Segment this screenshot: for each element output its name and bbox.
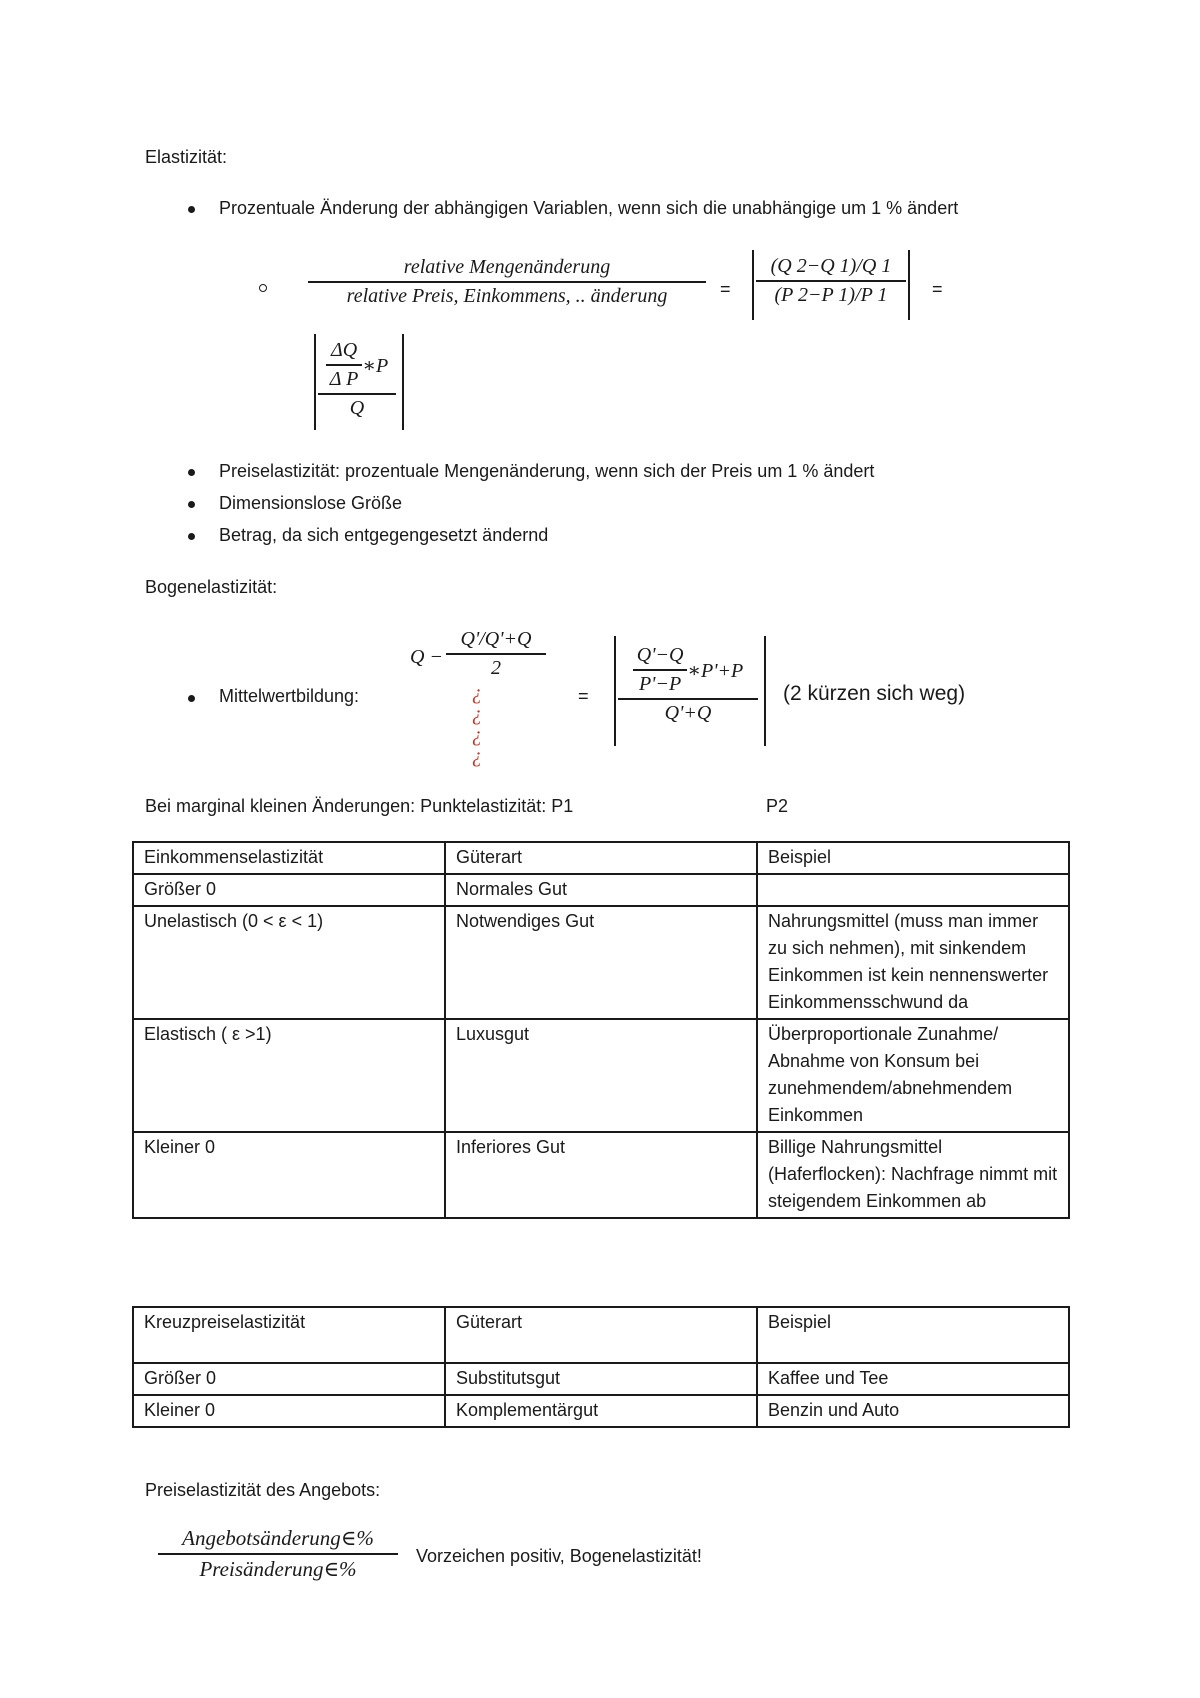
fraction-bar	[158, 1553, 398, 1555]
mean-label: Mittelwertbildung:	[219, 686, 360, 706]
table-cell	[133, 1132, 445, 1218]
cell-text: Unelastisch (0 < ε < 1)	[144, 911, 324, 931]
table-cell	[133, 1395, 445, 1427]
table-row	[133, 1019, 1069, 1132]
cell-text: Benzin und Auto	[768, 1400, 900, 1420]
fraction-bar	[446, 653, 546, 655]
ratio-numerator: (Q 2−Q 1)/Q 1	[770, 255, 892, 277]
cell-text: Luxusgut	[456, 1024, 530, 1044]
delta-numerator	[322, 339, 392, 391]
cell-text: Kaffee und Tee	[768, 1368, 889, 1388]
cell-text: Größer 0	[144, 1368, 217, 1388]
table-cell	[445, 1363, 757, 1395]
header-text: Güterart	[456, 1312, 523, 1332]
cell-text: Kleiner 0	[144, 1400, 216, 1420]
garbled-glyph: ¿	[472, 703, 482, 725]
mean-right-q: Q'−Q	[636, 644, 684, 666]
table-cell	[445, 1132, 757, 1218]
table-cell	[445, 1019, 757, 1132]
mean-left-fraction	[446, 628, 546, 680]
bullet-dot	[188, 695, 195, 702]
mean-right-inner-fraction	[633, 644, 688, 696]
cell-text: Elastisch ( ε >1)	[144, 1024, 272, 1044]
header-text: Kreuzpreiselastizität	[144, 1312, 306, 1332]
bullet-dot	[188, 206, 195, 213]
table-header-cell	[133, 1307, 445, 1363]
ratio-fraction	[756, 255, 906, 307]
supply-numerator: Angebotsänderung∈%	[182, 1526, 374, 1550]
fraction-numerator: relative Mengenänderung	[403, 256, 611, 278]
mean-left-prefix: Q −	[410, 646, 443, 668]
bullet-dot	[188, 533, 195, 540]
bullet-text-change: Prozentuale Änderung der abhängigen Variablen, wenn sich die unabhängige um 1 % ändert	[219, 198, 959, 218]
supply-fraction	[158, 1526, 398, 1582]
delta-inner-fraction	[326, 339, 363, 391]
marginal-text: Bei marginal kleinen Änderungen: Punktelastizität: P1	[145, 796, 574, 816]
bullet-dot	[188, 501, 195, 508]
bullet-dot	[188, 469, 195, 476]
heading-supply-elasticity: Preiselastizität des Angebots:	[145, 1480, 381, 1500]
equals-sign: =	[578, 686, 589, 706]
mean-left-numerator: Q'/Q'+Q	[460, 628, 532, 650]
table-cell	[133, 1019, 445, 1132]
header-text: Beispiel	[768, 847, 832, 867]
cell-text: Notwendiges Gut	[456, 911, 595, 931]
heading-arc-elasticity: Bogenelastizität:	[145, 577, 278, 597]
bullet-text-dimensionless: Dimensionslose Größe	[219, 493, 403, 513]
table-header-cell	[757, 1307, 1069, 1363]
income-elasticity-table	[132, 841, 1070, 1219]
times-p: ∗P	[362, 354, 389, 377]
supply-note: Vorzeichen positiv, Bogenelastizität!	[416, 1546, 702, 1566]
table-cell	[757, 906, 1069, 1019]
garbled-glyph: ¿	[472, 745, 482, 767]
header-text: Beispiel	[768, 1312, 832, 1332]
sub-bullet-circle	[259, 284, 267, 292]
garbled-glyph: ¿	[472, 724, 482, 746]
header-text: Güterart	[456, 847, 523, 867]
table-cell	[133, 1363, 445, 1395]
table-row	[133, 1132, 1069, 1218]
mean-right-numerator	[629, 644, 747, 696]
delta-q: ΔQ	[331, 339, 358, 361]
garbled-glyph: ¿	[472, 682, 482, 704]
ratio-denominator: (P 2−P 1)/P 1	[774, 284, 888, 306]
equals-sign: =	[720, 279, 731, 299]
mean-right-denominator: Q'+Q	[664, 702, 712, 724]
table-header-cell	[133, 842, 445, 874]
table-header-row	[133, 842, 1069, 874]
table-cell	[757, 1395, 1069, 1427]
mean-left-denominator: 2	[491, 657, 501, 679]
table-cell	[757, 1363, 1069, 1395]
delta-fraction	[318, 339, 396, 420]
cell-text: Größer 0	[144, 879, 217, 899]
table-cell	[133, 874, 445, 906]
table-header-cell	[445, 1307, 757, 1363]
table-cell	[445, 906, 757, 1019]
table-cell	[133, 906, 445, 1019]
table-cell	[445, 874, 757, 906]
cell-text: Komplementärgut	[456, 1400, 599, 1420]
table-cell	[757, 1132, 1069, 1218]
fraction-bar	[633, 669, 688, 671]
fraction-bar	[308, 281, 706, 283]
mean-right-p: P'−P	[638, 673, 682, 695]
cell-text: Kleiner 0	[144, 1137, 216, 1157]
cell-text: Normales Gut	[456, 879, 568, 899]
cell-text: Substitutsgut	[456, 1368, 561, 1388]
cell-text: Inferiores Gut	[456, 1137, 566, 1157]
table-cell	[757, 1019, 1069, 1132]
bullet-text-absolute: Betrag, da sich entgegengesetzt ändernd	[219, 525, 549, 545]
elasticity-fraction	[308, 256, 706, 308]
heading-elasticity: Elastizität:	[145, 147, 228, 167]
mean-right-times: ∗P'+P	[687, 659, 744, 682]
equals-sign: =	[932, 279, 943, 299]
cross-price-elasticity-table	[132, 1306, 1070, 1428]
delta-denominator-q: Q	[349, 397, 365, 419]
table-header-cell	[445, 842, 757, 874]
table-cell	[757, 874, 1069, 906]
cell-text: Nahrungsmittel (muss man immer zu sich nehmen), mit sinkendem Einkommen ist kein nennenswerter Einkommensschwund da	[768, 911, 1049, 1012]
marginal-p2: P2	[766, 796, 789, 816]
table-row	[133, 1395, 1069, 1427]
table-row	[133, 1363, 1069, 1395]
table-cell	[445, 1395, 757, 1427]
fraction-bar	[756, 280, 906, 282]
fraction-denominator: relative Preis, Einkommens, .. änderung	[346, 285, 668, 307]
mean-right-fraction	[618, 644, 758, 725]
fraction-bar	[326, 364, 363, 366]
table-row	[133, 906, 1069, 1019]
table-header-cell	[757, 842, 1069, 874]
mean-note: (2 kürzen sich weg)	[783, 682, 966, 705]
header-text: Einkommenselastizität	[144, 847, 324, 867]
cell-text: Überproportionale Zunahme/ Abnahme von Konsum bei zunehmendem/abnehmendem Einkommen	[768, 1024, 1013, 1125]
table-row	[133, 874, 1069, 906]
delta-p: Δ P	[329, 368, 359, 390]
fraction-bar	[618, 698, 758, 700]
fraction-bar	[318, 393, 396, 395]
supply-denominator: Preisänderung∈%	[199, 1557, 357, 1581]
cell-text: Billige Nahrungsmittel (Haferflocken): Nachfrage nimmt mit steigendem Einkommen ab	[768, 1137, 1058, 1211]
table-header-row	[133, 1307, 1069, 1363]
bullet-text-price-elasticity: Preiselastizität: prozentuale Mengenänderung, wenn sich der Preis um 1 % ändert	[219, 461, 875, 481]
